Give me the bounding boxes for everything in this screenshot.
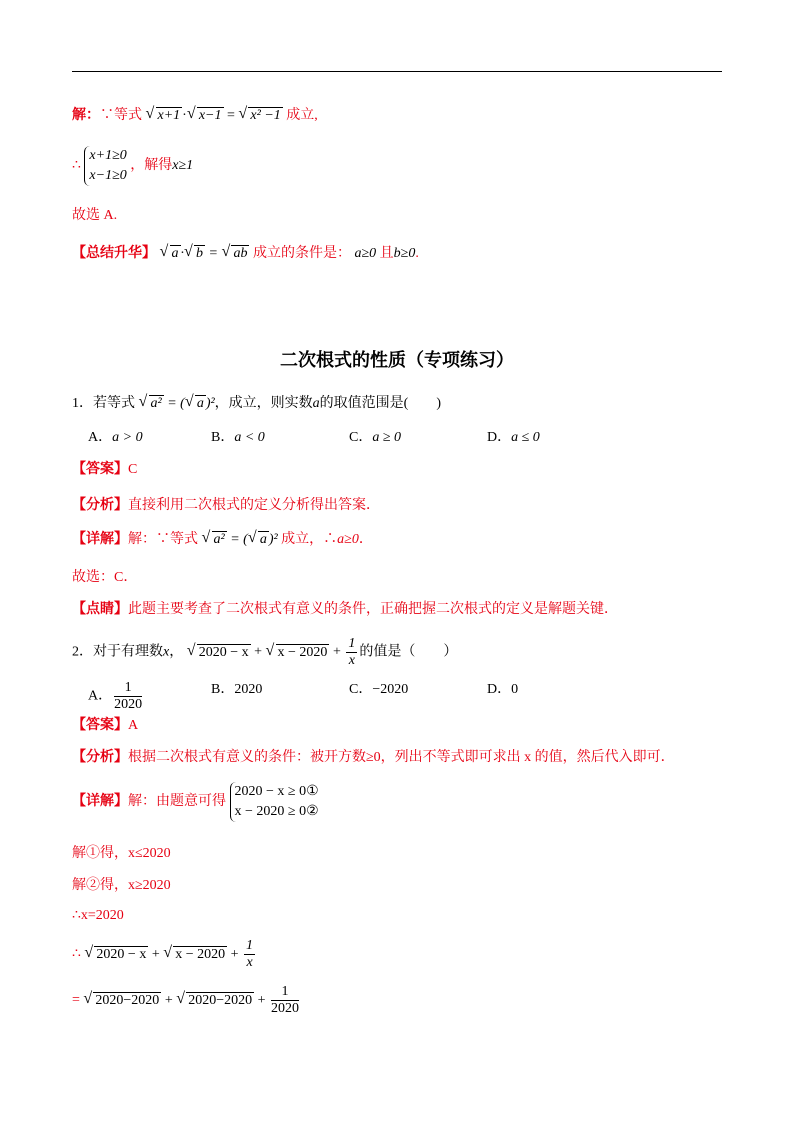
q2-option-c: C．−2020 [349, 682, 409, 697]
q2-analysis: 【分析】根据二次根式有意义的条件：被开方数≥0，列出不等式即可求出 x 的值，然后代入即可． [72, 750, 675, 765]
q1-option-b: B．a < 0 [211, 430, 265, 445]
solution-system [72, 146, 193, 186]
q2-option-a: A． $\frac{1}{2020}$ [88, 680, 143, 712]
summary-cond-b: b≥0 [393, 246, 416, 261]
summary-cond-a: a≥0 [354, 246, 377, 261]
summary-label: 【总结升华】 [72, 246, 156, 261]
q1-option-d: D．a ≤ 0 [487, 430, 540, 445]
q2-detail: 【详解】解：由题意可得 2020 − x ≥ 0① x − 2020 ≥ 0② [72, 782, 319, 822]
q1-option-a: A．a > 0 [88, 430, 143, 445]
q2-step1: 解①得，x≤2020 [72, 846, 171, 861]
section-title: 二次根式的性质（专项练习） [280, 350, 514, 371]
q1-stem: 1．若等式 √ a² = (√ a )²，成立，则实数a的取值范围是( ) [72, 394, 441, 414]
q2-answer: 【答案】A [72, 718, 139, 733]
q1-number: 1．若等式 [72, 396, 135, 411]
q1-comment: 【点睛】此题主要考查了二次根式有意义的条件，正确把握二次根式的定义是解题关键． [72, 602, 618, 617]
q2-inequality-system: 2020 − x ≥ 0① x − 2020 ≥ 0② [230, 782, 319, 822]
inequality-1: x+1≥0 [89, 148, 127, 163]
inequality-2: x−1≥0 [89, 168, 127, 183]
inequality-system [84, 146, 126, 186]
q1-var: a [312, 396, 320, 411]
q2-stem: 2．对于有理数x， √ 2020 − x + √ x − 2020 + $\frac{1}{x}$ 的值是（ ） [72, 636, 457, 669]
solution-choice: 故选 A. [72, 208, 118, 223]
q2-step2: 解②得，x≥2020 [72, 878, 171, 893]
because-text: ∵等式 [100, 108, 142, 123]
sqrt-x-plus-1: √ x+1 [146, 106, 183, 126]
q2-step4: ∴ √ 2020 − x + √ x − 2020 + $\frac{1}{x}$ [72, 938, 257, 971]
q1-choice: 故选：C． [72, 570, 138, 585]
q2-option-b: B．2020 [211, 682, 263, 697]
header-rule [72, 71, 722, 72]
summary-text: 成立的条件是： [252, 246, 351, 261]
q1-option-c: C．a ≥ 0 [349, 430, 402, 445]
q1-answer: 【答案】C [72, 462, 138, 477]
q1-rest: ，成立，则实数 [214, 396, 313, 411]
jiede-text: ，解得 [130, 158, 173, 174]
summary-and: 且 [379, 246, 394, 261]
q1-detail: 【详解】解：∵等式 √ a² = (√ a )² 成立，∴a≥0． [72, 530, 373, 550]
q1-tail: 的取值范围是( ) [319, 396, 441, 411]
therefore-symbol: ∴ [72, 158, 81, 174]
q2-step5: = √ 2020−2020 + √ 2020−2020 + $\frac{1}{2020}$ [72, 984, 301, 1017]
q2-step3: ∴x=2020 [72, 908, 124, 923]
solution-line-1: 解：∵等式 √ x+1 ·√ x−1 = √ x² −1 成立, [72, 106, 318, 126]
sqrt-x-minus-1: √ x−1 [187, 106, 224, 126]
sqrt-x2-minus-1: √ x² −1 [238, 106, 282, 126]
q1-analysis: 【分析】直接利用二次根式的定义分析得出答案． [72, 498, 380, 513]
chengli-text: 成立, [286, 108, 318, 123]
solution-label: 解： [72, 108, 100, 123]
solution-result: x≥1 [172, 158, 194, 174]
q2-option-d: D．0 [487, 682, 519, 697]
summary-line: 【总结升华】 √ a ·√ b = √ ab 成立的条件是： a≥0 且b≥0. [72, 244, 419, 264]
